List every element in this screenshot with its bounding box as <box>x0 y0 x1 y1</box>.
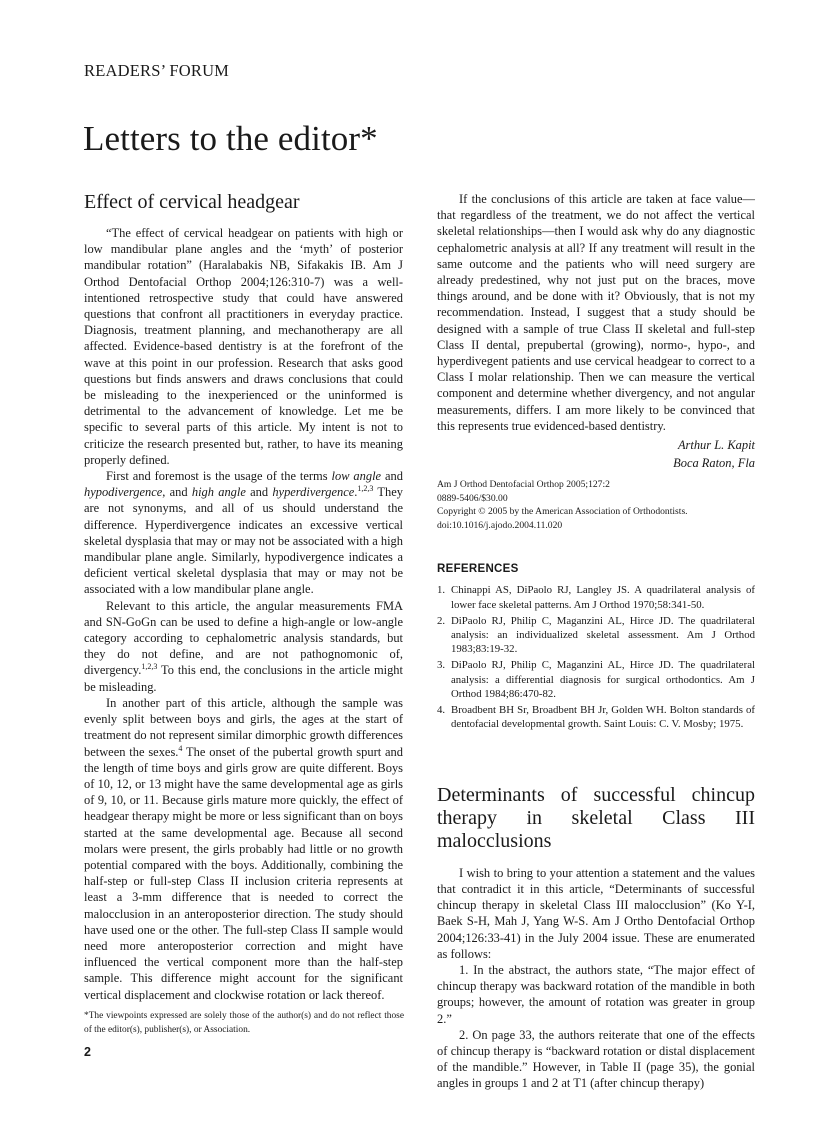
letter1-paragraph-3 <box>84 598 403 695</box>
page-title: Letters to the editor* <box>83 119 378 158</box>
reference-item <box>437 614 755 657</box>
letter1-paragraph-2 <box>84 468 403 598</box>
reference-item <box>437 658 755 701</box>
citation-superscript[interactable]: 1,2,3 <box>141 662 158 672</box>
text-run: and <box>381 469 403 484</box>
reference-text: Chinappi AS, DiPaolo RJ, Langley JS. A quadrilateral analysis of lower face skeletal patterns. Am J Orthod 1970;58:341-50. <box>451 584 755 611</box>
page-number: 2 <box>84 1045 91 1059</box>
reference-text: DiPaolo RJ, Philip C, Maganzini AL, Hirce JD. The quadrilateral analysis: an individualized skeletal assessment. Am J Orthod 1983;83:19-32. <box>451 614 755 656</box>
references-heading: REFERENCES <box>437 563 519 576</box>
text-run: The onset of the pubertal growth spurt and the length of time boys and girls grow are quite different. Boys of 10, 12, or 13 might have the same developmental age as girls of 9, 10, or 11. Because girls mature more quickly, the effect of headgear therapy might be more or less significant than on boys started at the same developmental age. Because all second molars were present, the girls probably had little or no growth potential compared with the boys. Additionally, combining the half-step or full-step Class II inclusion criteria represents at least a 3-mm difference that is needed to correct the malocclusion in an anteroposterior direction. The study should have used one or the other. The full-step Class II sample would need more anteroposterior correction and might have influenced the vertical component more than the half-step sample. This difference might account for the significant vertical displacement and clockwise rotation or lack thereof. <box>84 744 403 1002</box>
reference-number: 4. <box>437 704 446 716</box>
reference-item <box>437 583 755 612</box>
reference-text: DiPaolo RJ, Philip C, Maganzini AL, Hirce JD. The quadrilateral analysis: a differential diagnosis for surgical orthodontics. Am J Orthod 1984;86:470-82. <box>451 659 755 701</box>
author-name: Arthur L. Kapit <box>677 438 755 453</box>
author-location: Boca Raton, Fla <box>673 456 755 471</box>
doi-link[interactable]: doi:10.1016/j.ajodo.2004.11.020 <box>437 519 563 531</box>
citation-block <box>437 478 755 532</box>
letter1-paragraph-5: If the conclusions of this article are taken at face value—that regardless of the treatment, we do not affect the vertical skeletal relationships—then I would ask why do any diagnostic cephalometric analysis at all? If any treatment will result in the same outcome and the patients who will need surgery are already predestined, why not just put on the braces, move things around, and be done with it? Obviously, that is not my recommendation. Instead, I suggest that a study should be designed with a sample of true Class II skeletal and full-step Class II dental, prepubertal (growing), normo-, hypo-, and hyperdivegent patients and use cervical headgear to correct to a Class I molar relationship. Then we can measure the vertical component and determine whether divergency, and not angular measurements, differs. I am more likely to be convinced that this represents true evidenced-based dentistry. <box>437 192 755 433</box>
letter1-paragraph-4 <box>84 695 403 1003</box>
issn-price: 0889-5406/$30.00 <box>437 492 508 504</box>
signature <box>437 436 755 472</box>
term-high-angle: high angle <box>191 485 246 500</box>
text-run: First and foremost is the usage of the terms <box>106 469 332 484</box>
article-heading-chincup: Determinants of successful chincup therapy in skeletal Class III malocclusions <box>437 783 755 852</box>
letter2-paragraph-2: 1. In the abstract, the authors state, “The major effect of chincup therapy was backward rotation of the mandible in both groups; however, the amount of rotation was greater in group 2.” <box>437 963 755 1026</box>
text-run: They are not synonyms, and all of us should understand the difference. Hyperdivergence indicates an excessive vertical skeletal dysplasia that may or may not be associated with a high mandibular plane angle. Similarly, hypodivergence indicates a deficient vertical skeletal dysplasia that may or may not be associated with a low mandibular plane angle. <box>84 485 403 597</box>
left-column <box>84 191 403 1003</box>
text-run: In another part of this article, although the sample was evenly split between boys and girls, the ages at the start of treatment do not represent similar dimorphic growth differences between the sexes. <box>84 695 403 759</box>
term-low-angle: low angle <box>331 469 382 484</box>
reference-item <box>437 703 755 732</box>
article-heading-cervical-headgear: Effect of cervical headgear <box>84 191 300 213</box>
text-run: . <box>354 485 358 500</box>
reference-number: 3. <box>437 659 446 672</box>
citation-superscript[interactable]: 1,2,3 <box>357 484 374 494</box>
copyright-notice: Copyright © 2005 by the American Association of Orthodontists. <box>437 506 688 518</box>
citation-superscript[interactable]: 4 <box>178 743 183 753</box>
journal-citation: Am J Orthod Dentofacial Orthop 2005;127:2 <box>437 479 610 491</box>
letter2-paragraph-1: I wish to bring to your attention a statement and the values that contradict it in this article, “Determinants of successful chincup therapy in skeletal Class III malocclusion” (Ko Y-I, Baek S-H, Mah J, Yang W-S. Am J Ortho Dentofacial Orthop 2004;126:33-41) in the July 2004 issue. These are enumerated as follows: <box>437 865 755 961</box>
text-run: and <box>245 485 273 500</box>
letter2-paragraph-3: 2. On page 33, the authors reiterate that one of the effects of chincup therapy is “backward rotation or distal displacement of the mandible.” However, in Table II (page 35), the gonial angles in groups 1 and 2 at T1 (after chincup therapy) <box>437 1027 755 1091</box>
letter1-paragraph-1: “The effect of cervical headgear on patients with high or low mandibular plane angles and the ‘myth’ of posterior mandibular rotation” (Haralabakis NB, Sifakakis IB. Am J Orthod Dentofacial Orthop 2004;126:310-7) was a well-intentioned retrospective study that could have answered questions that confront all practitioners in everyday practice. Diagnosis, treatment planning, and mechanotherapy are all affected. Evidence-based dentistry is at the forefront of the wave at this point in our profession. Research that asks good questions but finds answers and draws conclusions that could be misleading to the inexperienced or the uninformed is detrimental to the advancement of knowledge. Let me be specific to several parts of this article. My intent is not to criticize the research presented but, rather, to have its meaning properly defined. <box>84 226 403 467</box>
term-hyperdivergence: hyperdivergence <box>272 485 355 500</box>
reference-text: Broadbent BH Sr, Broadbent BH Jr, Golden WH. Bolton standards of dentofacial developmental growth. Saint Louis: C. V. Mosby; 1975. <box>451 704 755 731</box>
text-run: , and <box>162 485 192 500</box>
reference-number: 2. <box>437 614 446 627</box>
text-run: To this end, the conclusions in the article might be misleading. <box>84 663 403 694</box>
section-label: READERS’ FORUM <box>84 61 230 80</box>
term-hypodivergence: hypodivergence <box>84 485 163 500</box>
text-run: Relevant to this article, the angular measurements FMA and SN-GoGn can be used to define a high-angle or low-angle category according to cephalometric analysis standards, but they do not define, and are not pathognomonic of, divergency. <box>84 598 403 678</box>
reference-number: 1. <box>437 584 446 597</box>
right-column <box>437 191 755 1092</box>
footnote: *The viewpoints expressed are solely those of the author(s) and do not reflect those of the editor(s), publisher(s), or Association. <box>84 1011 404 1035</box>
reference-list <box>437 583 755 732</box>
